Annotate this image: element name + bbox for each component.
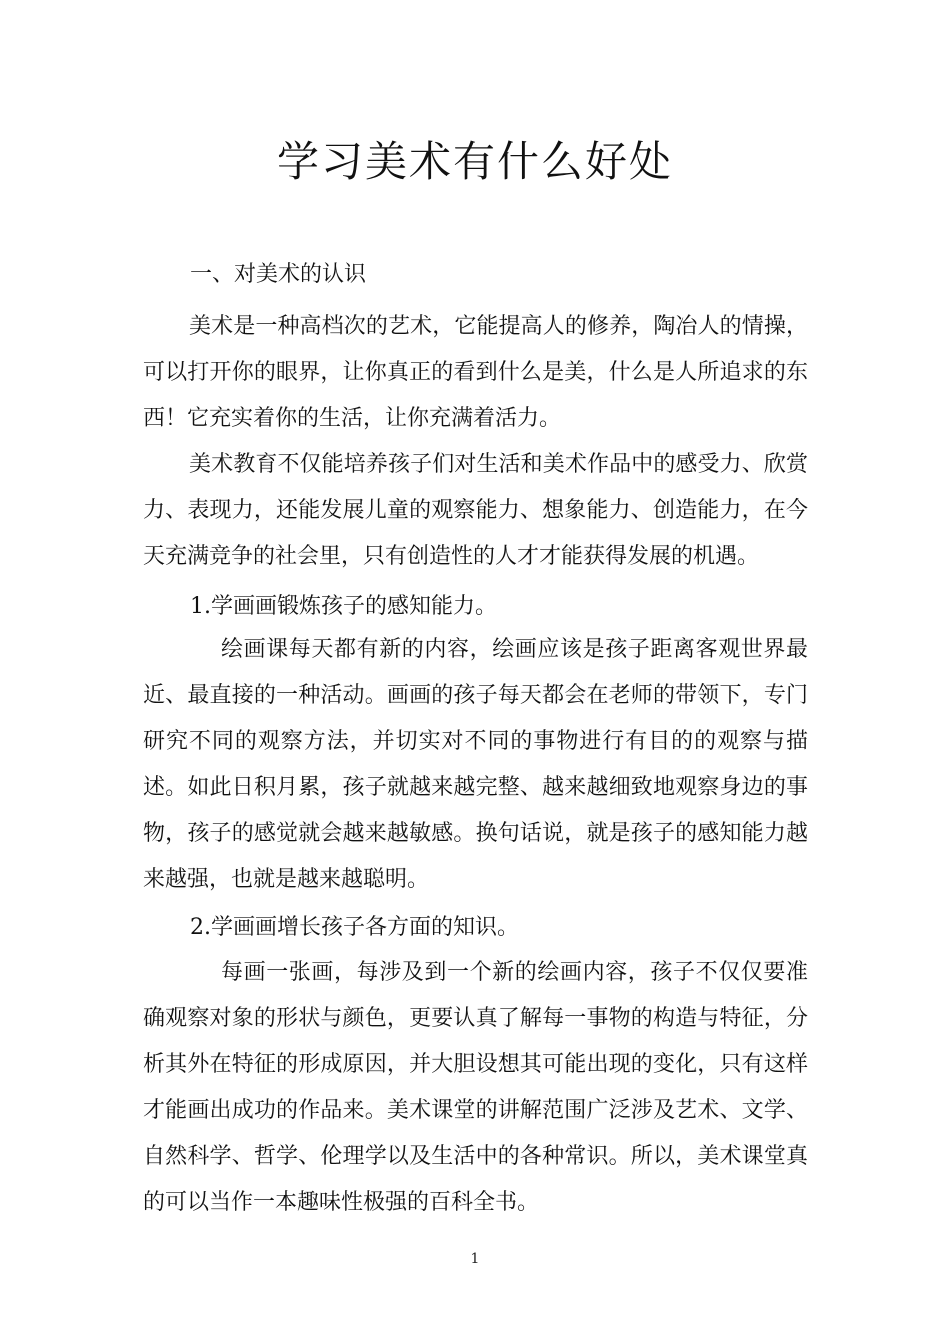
page-number: 1 [470,1251,480,1267]
paragraph-education: 美术教育不仅能培养孩子们对生活和美术作品中的感受力、欣赏力、表现力，还能发展儿童的观察能力、想象能力、创造能力，在今天充满竞争的社会里，只有创造性的人才才能获得发展的机遇。 [143,452,808,569]
item-heading-1: 1.学画画锻炼孩子的感知能力。 [190,594,497,619]
paragraph-intro: 美术是一种高档次的艺术，它能提高人的修养，陶冶人的情操，可以打开你的眼界，让你真正的看到什么是美，什么是人所追求的东西！它充实着你的生活，让你充满着活力。 [143,314,808,431]
section-heading: 一、对美术的认识 [190,262,367,287]
page-title: 学习美术有什么好处 [276,137,673,186]
item-body-1: 绘画课每天都有新的内容，绘画应该是孩子距离客观世界最近、最直接的一种活动。画画的孩子每天都会在老师的带领下，专门研究不同的观察方法，并切实对不同的事物进行有目的的观察与描述。如此日积月累，孩子就越来越完整、越来越细致地观察身边的事物，孩子的感觉就会越来越敏感。换句话说，就是孩子的感知能力越来越强，也就是越来越聪明。 [143,637,808,892]
item-heading-2: 2.学画画增长孩子各方面的知识。 [190,915,519,940]
item-body-2: 每画一张画，每涉及到一个新的绘画内容，孩子不仅仅要准确观察对象的形状与颜色，更要认真了解每一事物的构造与特征，分析其外在特征的形成原因，并大胆设想其可能出现的变化，只有这样才能画出成功的作品来。美术课堂的讲解范围广泛涉及艺术、文学、自然科学、哲学、伦理学以及生活中的各种常识。所以，美术课堂真的可以当作一本趣味性极强的百科全书。 [143,960,808,1215]
